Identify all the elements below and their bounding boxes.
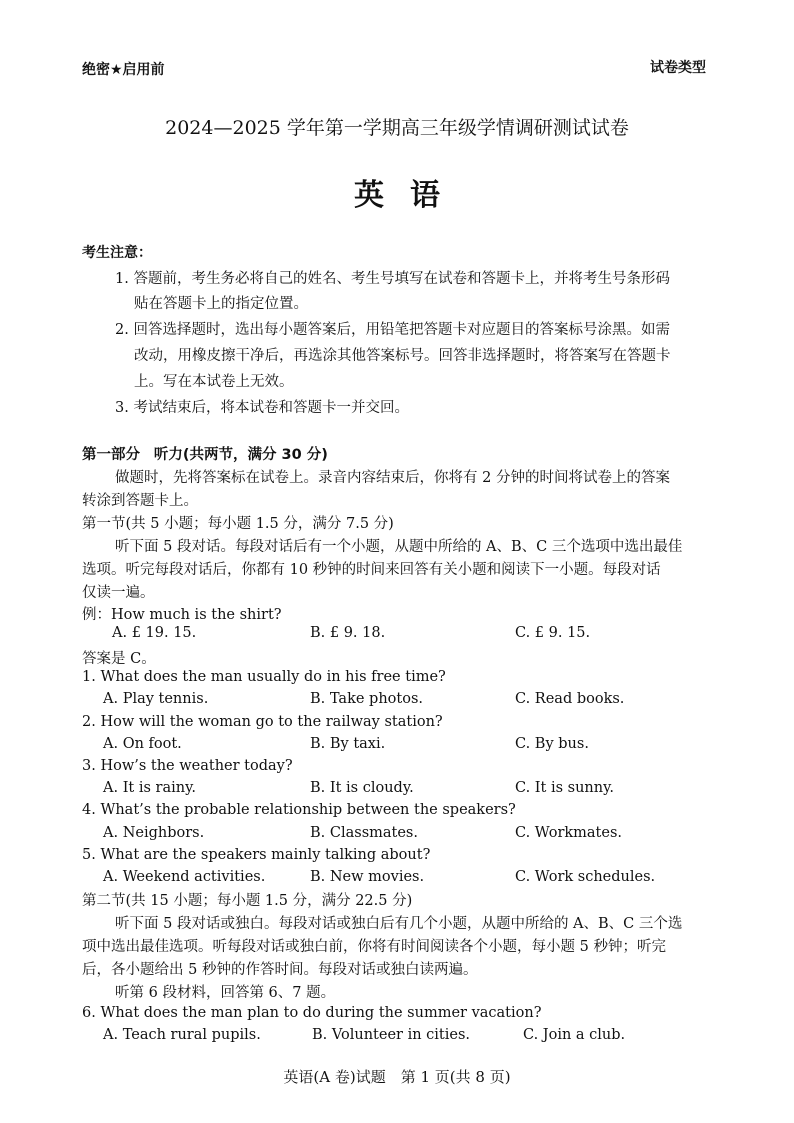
q4-option-b: B. Classmates. [310,825,418,841]
q3-option-b: B. It is cloudy. [310,780,414,796]
note-2-line-3: 上。写在本试卷上无效。 [134,374,294,390]
example-option-a: A. £ 19. 15. [112,625,197,641]
question-5: 5. What are the speakers mainly talking about? [82,847,431,863]
q1-option-a: A. Play tennis. [103,691,209,707]
q5-option-a: A. Weekend activities. [103,869,266,885]
q5-option-b: B. New movies. [310,869,425,885]
section1-instr-line-2: 选项。听完每段对话后，你都有 10 秒钟的时间来回答有关小题和阅读下一小题。每段对话 [82,562,661,578]
part1-title: 听力(共两节，满分 30 分) [153,447,328,463]
notes-heading: 考生注意： [82,245,152,261]
example-option-b: B. £ 9. 18. [310,625,386,641]
section2-title: 第二节(共 15 小题；每小题 1.5 分，满分 22.5 分) [82,893,413,909]
question-6: 6. What does the man plan to do during the summer vacation? [82,1005,542,1021]
q5-option-c: C. Work schedules. [515,869,656,885]
q1-option-b: B. Take photos. [310,691,423,707]
example-answer: 答案是 C。 [82,651,156,667]
q4-option-c: C. Workmates. [515,825,623,841]
section1-title: 第一节(共 5 小题；每小题 1.5 分，满分 7.5 分) [82,516,394,532]
note-1-line-1: 1. 答题前，考生务必将自己的姓名、考生号填写在试卷和答题卡上，并将考生号条形码 [115,271,670,287]
example-question: 例：How much is the shirt? [82,607,282,623]
question-3: 3. How’s the weather today? [82,758,293,774]
page-footer: 英语(A 卷)试题 第 1 页(共 8 页) [283,1068,511,1086]
question-2: 2. How will the woman go to the railway station? [82,714,443,730]
q3-option-a: A. It is rainy. [103,780,196,796]
part1-intro-line-1: 做题时，先将答案标在试卷上。录音内容结束后，你将有 2 分钟的时间将试卷上的答案 [115,470,670,486]
q6-option-c: C. Join a club. [523,1027,626,1043]
q1-option-c: C. Read books. [515,691,625,707]
example-option-c: C. £ 9. 15. [515,625,591,641]
q2-option-b: B. By taxi. [310,736,386,752]
section2-instr-line-3: 后，各小题给出 5 秒钟的作答时间。每段对话或独白读两遍。 [82,962,478,978]
note-1-line-2: 贴在答题卡上的指定位置。 [134,296,308,312]
section2-material: 听第 6 段材料，回答第 6、7 题。 [115,985,336,1001]
q4-option-a: A. Neighbors. [103,825,205,841]
part1-intro-line-2: 转涂到答题卡上。 [82,493,198,509]
q6-option-b: B. Volunteer in cities. [312,1027,471,1043]
q6-option-a: A. Teach rural pupils. [103,1027,261,1043]
question-4: 4. What’s the probable relationship between the speakers? [82,802,516,818]
note-2-line-2: 改动，用橡皮擦干净后，再选涂其他答案标号。回答非选择题时，将答案写在答题卡 [134,348,671,364]
q2-option-a: A. On foot. [103,736,182,752]
section1-instr-line-3: 仅读一遍。 [82,585,155,601]
section2-instr-line-2: 项中选出最佳选项。听每段对话或独白前，你将有时间阅读各个小题，每小题 5 秒钟；听完 [82,939,666,955]
part1-label: 第一部分 [82,447,140,463]
note-2-line-1: 2. 回答选择题时，选出每小题答案后，用铅笔把答题卡对应题目的答案标号涂黑。如需 [115,322,670,338]
question-1: 1. What does the man usually do in his free time? [82,669,446,685]
note-3-line-1: 3. 考试结束后，将本试卷和答题卡一并交回。 [115,400,409,416]
subject-title: 英语 [354,178,466,213]
paper-type-label: 试卷类型 [650,60,706,76]
confidential-label: 绝密★启用前 [82,62,165,78]
q3-option-c: C. It is sunny. [515,780,614,796]
part1-heading [82,443,328,464]
section2-instr-line-1: 听下面 5 段对话或独白。每段对话或独白后有几个小题，从题中所给的 A、B、C 三个选 [115,916,683,932]
exam-title: 2024—2025 学年第一学期高三年级学情调研测试试卷 [165,117,629,139]
q2-option-c: C. By bus. [515,736,589,752]
section1-instr-line-1: 听下面 5 段对话。每段对话后有一个小题，从题中所给的 A、B、C 三个选项中选出最佳 [115,539,683,555]
